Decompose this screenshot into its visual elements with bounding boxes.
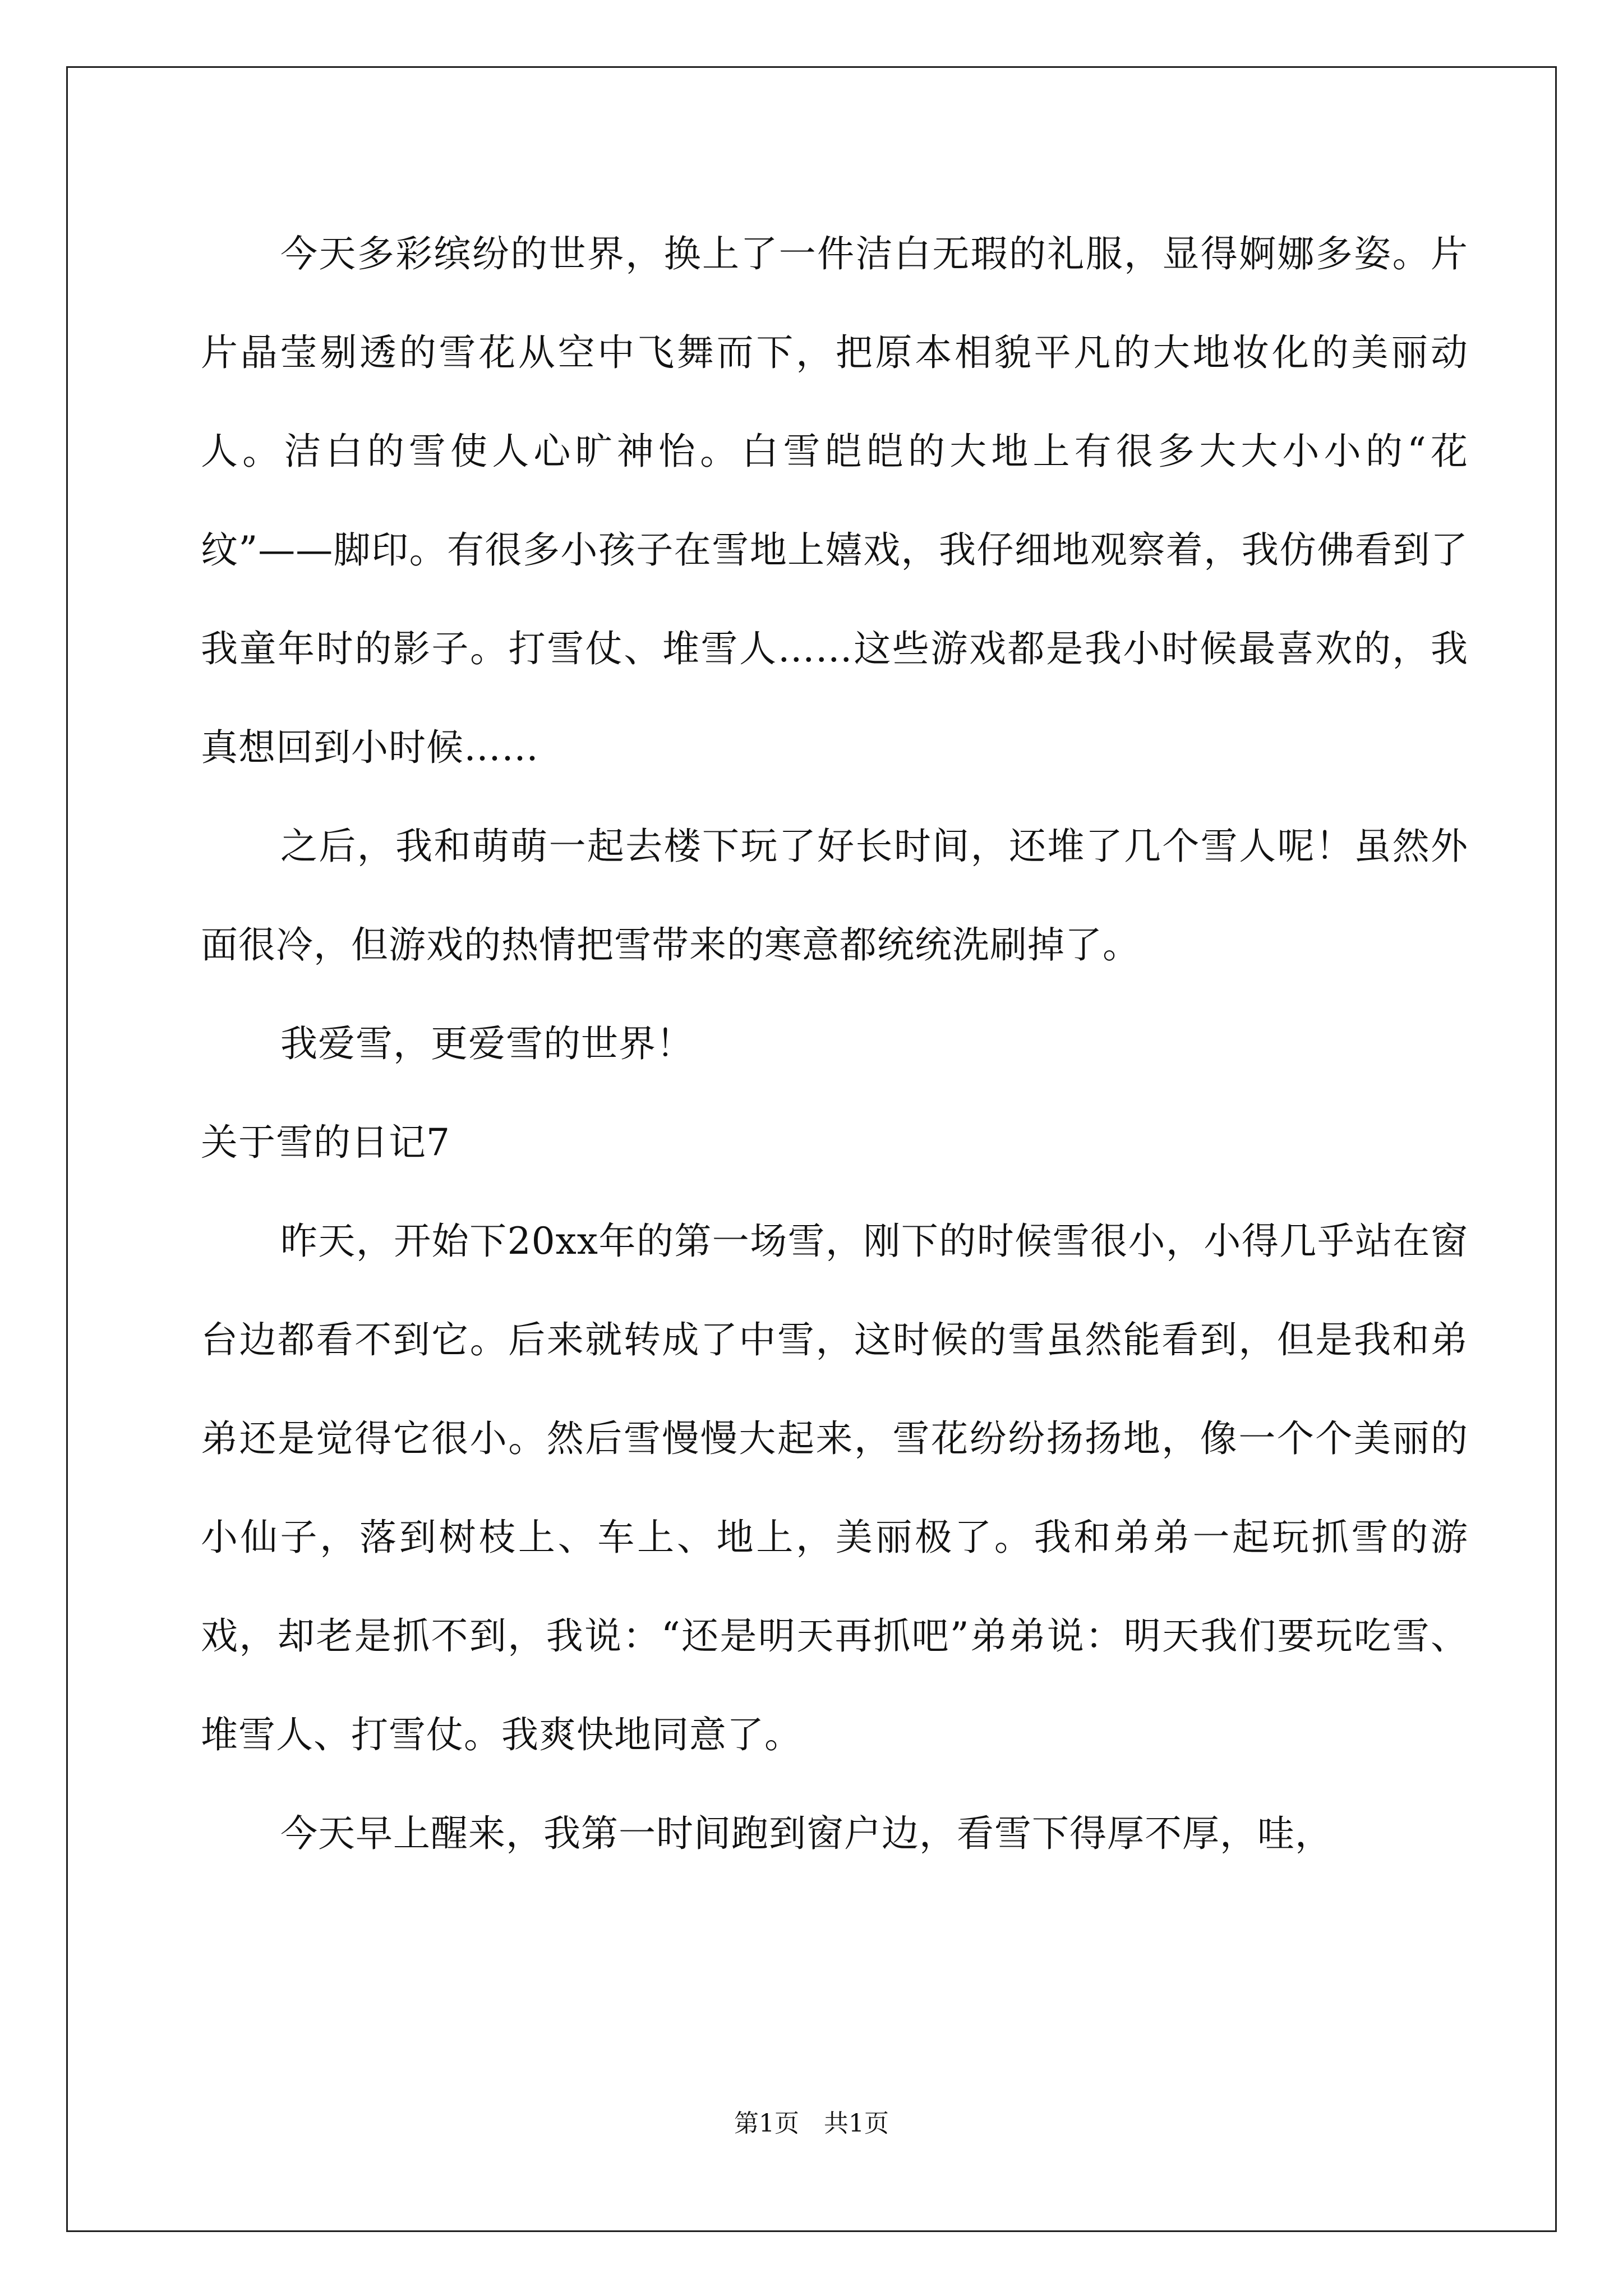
paragraph: 昨天，开始下20xx年的第一场雪，刚下的时候雪很小，小得几乎站在窗台边都看不到它。后来就转成了中雪，这时候的雪虽然能看到，但是我和弟弟还是觉得它很小。然后雪慢慢大起来，雪花纷纷扬扬地，像一个个美丽的小仙子，落到树枝上、车上、地上，美丽极了。我和弟弟一起玩抓雪的游戏，却老是抓不到，我说：“还是明天再抓吧”弟弟说：明天我们要玩吃雪、堆雪人、打雪仗。我爽快地同意了。 bbox=[201, 1220, 1468, 1756]
section-heading: 关于雪的日记7 bbox=[201, 1121, 450, 1164]
paragraph: 今天早上醒来，我第一时间跑到窗户边，看雪下得厚不厚，哇， bbox=[280, 1812, 1332, 1855]
paragraph: 我爱雪，更爱雪的世界！ bbox=[280, 1022, 694, 1065]
page-footer: 第1页 共1页 bbox=[734, 2109, 889, 2138]
document-body bbox=[201, 205, 1468, 1883]
paragraph: 之后，我和萌萌一起去楼下玩了好长时间，还堆了几个雪人呢！虽然外面很冷，但游戏的热情把雪带来的寒意都统统洗刷掉了。 bbox=[201, 825, 1468, 967]
paragraph: 今天多彩缤纷的世界，换上了一件洁白无瑕的礼服，显得婀娜多姿。片片晶莹剔透的雪花从空中飞舞而下，把原本相貌平凡的大地妆化的美丽动人。洁白的雪使人心旷神怡。白雪皑皑的大地上有很多大大小小的“花纹”——脚印。有很多小孩子在雪地上嬉戏，我仔细地观察着，我仿佛看到了我童年时的影子。打雪仗、堆雪人……这些游戏都是我小时候最喜欢的，我真想回到小时候…… bbox=[201, 232, 1468, 769]
